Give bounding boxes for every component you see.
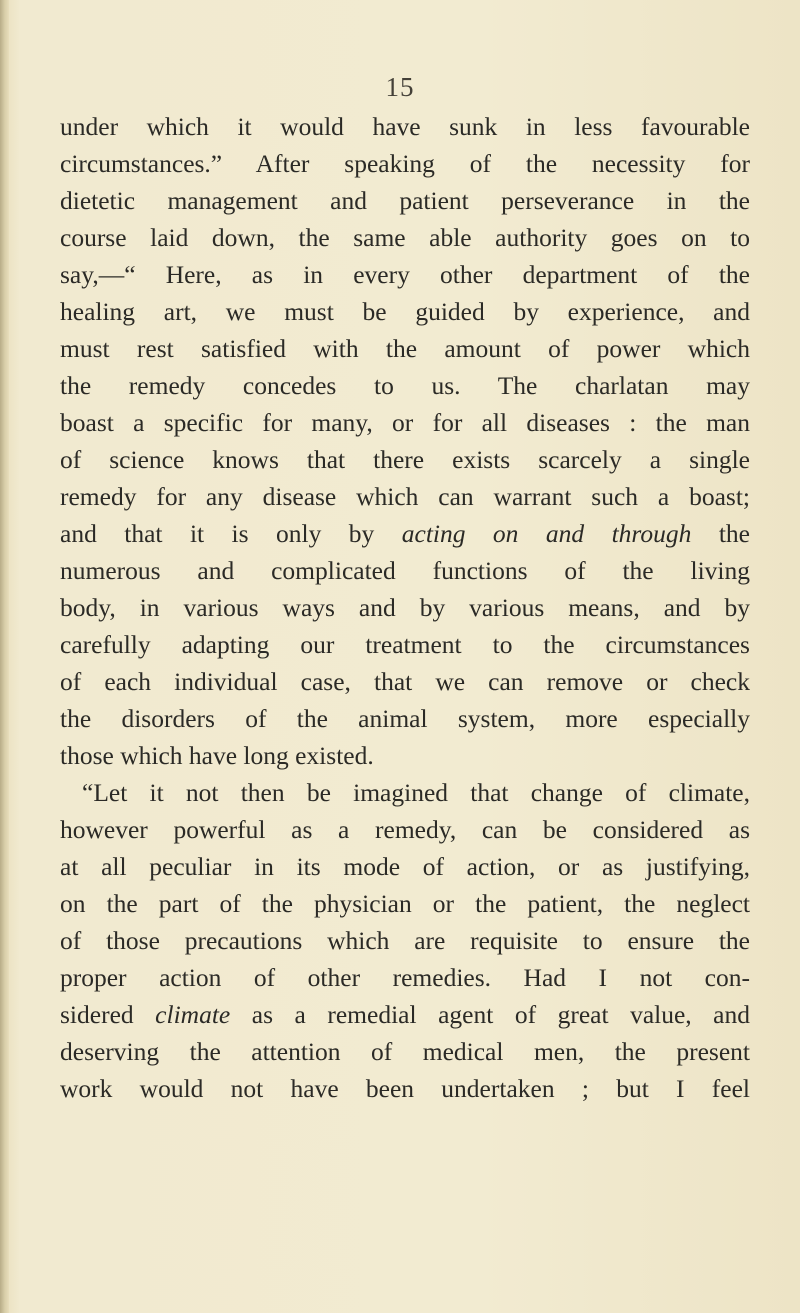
text-run: say,—“ Here, as in every other department of the: [60, 260, 750, 289]
text-run: body, in various ways and by various means, and by: [60, 593, 750, 622]
text-run: “Let it not then be imagined that change of climate,: [82, 778, 750, 807]
text-line: [60, 478, 750, 515]
text-run: sidered: [60, 1000, 156, 1029]
text-run: proper action of other remedies. Had I not con-: [60, 963, 750, 992]
text-line: [60, 811, 750, 848]
text-run: of science knows that there exists scarcely a single: [60, 445, 750, 474]
text-run: numerous and complicated functions of the living: [60, 556, 750, 585]
text-line: [60, 959, 750, 996]
text-line: [60, 885, 750, 922]
text-line: [60, 330, 750, 367]
text-line: [60, 404, 750, 441]
text-line: [60, 626, 750, 663]
text-line: [60, 367, 750, 404]
text-run: on the part of the physician or the patient, the neglect: [60, 889, 750, 918]
text-line: [60, 108, 750, 145]
text-line: [60, 256, 750, 293]
text-line: [60, 515, 750, 552]
text-line: [60, 552, 750, 589]
text-line: [60, 700, 750, 737]
text-run: of each individual case, that we can remove or check: [60, 667, 750, 696]
text-line: [60, 145, 750, 182]
italic-text: climate: [155, 1000, 231, 1029]
text-run: work would not have been undertaken ; but I feel: [60, 1074, 750, 1103]
text-run: remedy for any disease which can warrant such a boast;: [60, 482, 750, 511]
text-line: [60, 737, 750, 774]
text-line: [60, 441, 750, 478]
text-run: as a remedial agent of great value, and: [230, 1000, 751, 1029]
text-run: of those precautions which are requisite to ensure the: [60, 926, 750, 955]
text-run: carefully adapting our treatment to the circumstances: [60, 630, 750, 659]
text-line: [60, 182, 750, 219]
text-line: [60, 848, 750, 885]
text-run: however powerful as a remedy, can be considered as: [60, 815, 750, 844]
text-line: [60, 219, 750, 256]
text-line: [60, 922, 750, 959]
text-run: healing art, we must be guided by experience, and: [60, 297, 750, 326]
text-line: [60, 293, 750, 330]
text-run: the disorders of the animal system, more especially: [60, 704, 750, 733]
text-line: [60, 589, 750, 626]
text-run: under which it would have sunk in less favourable: [60, 112, 750, 141]
text-run: at all peculiar in its mode of action, or as justifying,: [60, 852, 750, 881]
italic-text: acting on and through: [401, 519, 692, 548]
text-line: [60, 663, 750, 700]
text-run: the: [691, 519, 750, 548]
text-run: circumstances.” After speaking of the necessity for: [60, 149, 750, 178]
text-run: deserving the attention of medical men, the present: [60, 1037, 750, 1066]
text-run: and that it is only by: [60, 519, 402, 548]
page-gutter-edge: [0, 0, 9, 1313]
text-run: course laid down, the same able authority goes on to: [60, 223, 750, 252]
body-text: [60, 108, 750, 1107]
text-line: [60, 1033, 750, 1070]
page-number: 15: [385, 72, 415, 102]
text-line: [60, 996, 750, 1033]
text-run: must rest satisfied with the amount of power which: [60, 334, 750, 363]
text-run: boast a specific for many, or for all diseases : the man: [60, 408, 750, 437]
text-run: the remedy concedes to us. The charlatan may: [60, 371, 750, 400]
text-run: those which have long existed.: [60, 741, 374, 770]
text-run: dietetic management and patient perseverance in the: [60, 186, 750, 215]
text-line: [60, 1070, 750, 1107]
text-line: [60, 774, 750, 811]
